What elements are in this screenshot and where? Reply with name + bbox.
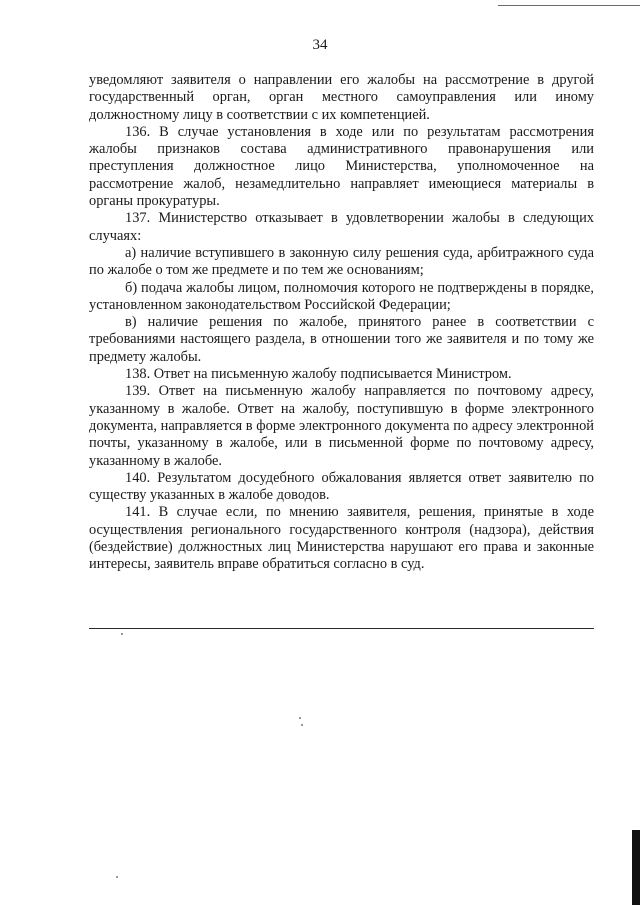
paragraph-141: 141. В случае если, по мнению заявителя, решения, принятые в ходе осуществления регионального государственного контроля (надзора), действия (бездействие) должностных лиц Министерства нарушают его права и законные интересы, заявитель вправе обратиться согласно в суд.	[89, 504, 594, 573]
end-of-section-rule	[89, 628, 594, 629]
scan-edge-mark	[632, 830, 640, 905]
paragraph-137: 137. Министерство отказывает в удовлетворении жалобы в следующих случаях:	[89, 210, 594, 244]
scan-speck	[299, 717, 301, 719]
scan-speck	[121, 633, 123, 635]
list-item-b: б) подача жалобы лицом, полномочия которого не подтверждены в порядке, установленном законодательством Российской Федерации;	[89, 279, 594, 313]
paragraph-continuation: уведомляют заявителя о направлении его жалобы на рассмотрение в другой государственный орган, орган местного самоуправления или иному должностному лицу в соответствии с их компетенцией.	[89, 72, 594, 123]
paragraph-139: 139. Ответ на письменную жалобу направляется по почтовому адресу, указанному в жалобе. Ответ на жалобу, поступившую в форме электронного документа, направляется в форме электронного документа по адресу электронной почты, указанному в жалобе, или в письменной форме по почтовому адресу, указанному в жалобе.	[89, 383, 594, 469]
scan-speck	[301, 724, 303, 726]
list-item-v: в) наличие решения по жалобе, принятого ранее в соответствии с требованиями настоящего раздела, в отношении того же заявителя и по тому же предмету жалобы.	[89, 314, 594, 365]
paragraph-140: 140. Результатом досудебного обжалования является ответ заявителю по существу указанных в жалобе доводов.	[89, 469, 594, 504]
top-edge-rule	[498, 5, 640, 6]
page-number: 34	[312, 37, 328, 53]
list-item-a: а) наличие вступившего в законную силу решения суда, арбитражного суда по жалобе о том же предмете и по тем же основаниям;	[89, 244, 594, 279]
paragraph-138: 138. Ответ на письменную жалобу подписывается Министром.	[125, 366, 512, 383]
body-text	[89, 72, 594, 574]
scan-speck	[116, 876, 118, 878]
paragraph-136: 136. В случае установления в ходе или по результатам рассмотрения жалобы признаков состава административного правонарушения или преступления должностное лицо Министерства, уполномоченное на рассмотрение жалоб, незамедлительно направляет имеющиеся материалы в органы прокуратуры.	[89, 123, 594, 210]
